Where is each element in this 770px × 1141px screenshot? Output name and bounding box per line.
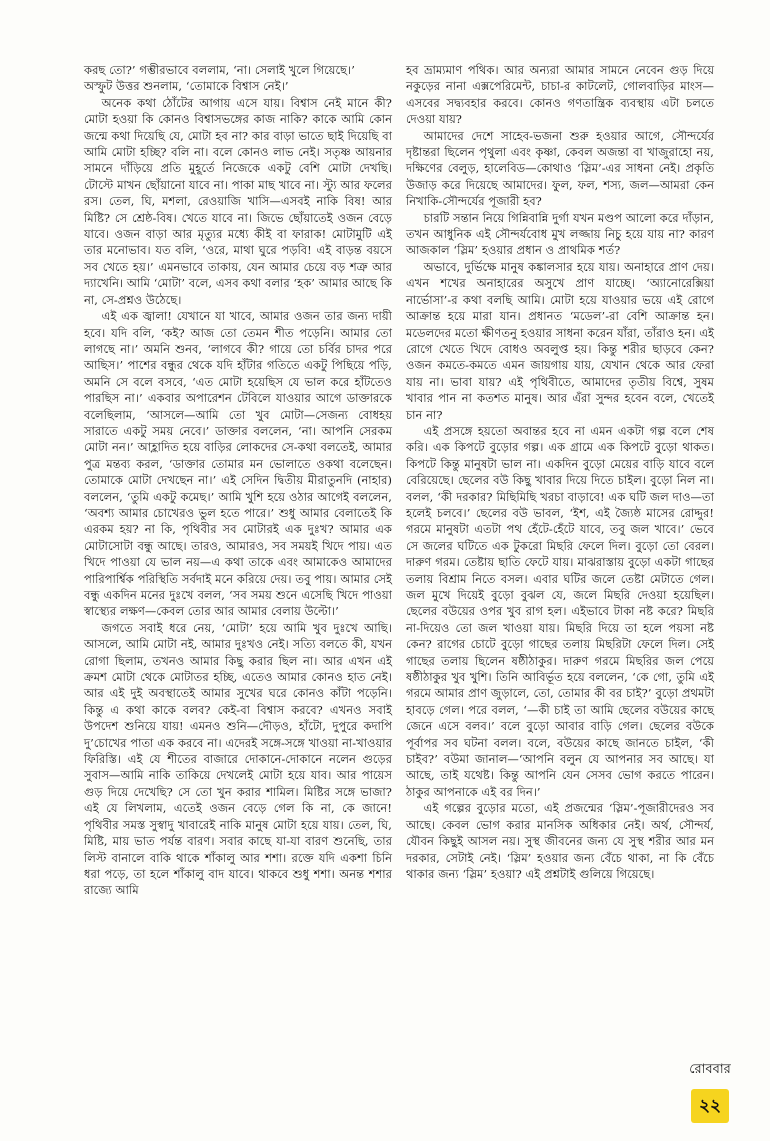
page-footer [650,1058,770,1123]
paragraph: জগতে সবাই ধরে নেয়, ‘মোটা’ হয়ে আমি খুব দুঃখে আছি। আসলে, আমি মোটা নই, আমার দুঃখও নেই। সত্যি বলতে কী, যখন রোগা ছিলাম, তখনও আমার কিছু করার ছিল না। আর এখন এই ক্রমশ মোটা থেকে মোটাতর হচ্ছি, এতেও আমার কোনও হাত নেই। আর এই দুই অবস্থাতেই আমার সুখের ঘরে কোনও কাঁটা পড়েনি। কিন্তু এ কথা কাকে বলব? কেই-বা বিশ্বাস করবে? এখনও সবাই উপদেশ শুনিয়ে যায়! এমনও শুনি—দৌড়ও, হাঁটো, দুপুরে কদাপি দু’চোখের পাতা এক করবে না। এদেরই সঙ্গে-সঙ্গে খাওয়া না-খাওয়ার ফিরিস্তি। এই যে শীতের বাজারে দোকানে-দোকানে নলেন গুড়ের সুবাস—আমি নাকি তাকিয়ে দেখলেই মোটা হয়ে যাব। আর পায়েস গুড় দিয়ে দেখেছি? সে তো খুন করার শামিল। মিষ্টির সঙ্গে ভাজা? এই যে লিখলাম, এতেই ওজন বেড়ে গেল কি না, কে জানে! পৃথিবীর সমস্ত সুস্বাদু খাবারেই নাকি মানুষ মোটা হয়ে যায়। তেল, ঘি, মিষ্টি, মায় ভাত পর্যন্ত বারণ। সবার কাছে যা-যা বারণ শুনেছি, তার লিস্ট বানালে বাকি থাকে শাঁকালু আর শশা। রক্তে যদি একশা চিনি ধরা পড়ে, তা হলে শাঁকালু বাদ যাবে। থাকবে শুধু শশা। অনন্ত শশার রাজ্যে আমি [84,620,392,898]
paragraph: আমাদের দেশে সাহেব-ভজনা শুরু হওয়ার আগে, সৌন্দর্যের দৃষ্টান্তরা ছিলেন পৃথুলা এবং কৃষ্ণা, কেবল অজন্তা বা খাজুরাহো নয়, দক্ষিণের বেলুড়, হালেবিড—কোথাও ‘স্লিম’-এর সাধনা নেই। প্রকৃতি উজাড় করে দিয়েছে আমাদের। ফুল, ফল, শস্য, জল—আমরা কেন নিখাকি-সৌন্দর্যের পূজারী হব? [406,128,714,209]
page-number: ২২ [691,1089,729,1123]
paragraph: হব ভ্রাম্যমাণ পথিক। আর অন্যরা আমার সামনে নেবেন গুড় দিয়ে নকুড়ের নানা এক্সপেরিমেন্ট, চাচা-র কাটলেট, গোলবাড়ির মাংস—এসবের সদ্ব্যবহার করবে। কোনও গণতান্ত্রিক ব্যবস্থায় এটা চলতে দেওয়া যায়? [406,63,714,127]
article-body [84,62,714,899]
magazine-title: রোববার [689,1062,731,1077]
paragraph: চারটি সন্তান নিয়ে গিন্নিবান্নি দুর্গা যখন মণ্ডপ আলো করে দাঁড়ান, তখন আধুনিক এই সৌন্দর্যবোধ মুখ লজ্জায় নিচু হয়ে যায় না? কারণ আজকাল ‘স্লিম’ হওয়ার প্রধান ও প্রাথমিক শর্ত? [406,210,714,258]
left-column [84,62,392,899]
paragraph: করছ তো?’ গম্ভীরভাবে বললাম, ‘না। সেলাই খুলে গিয়েছে।’ [84,63,355,77]
right-column [406,62,714,899]
paragraph: এই গল্পের বুড়োর মতো, এই প্রজন্মের ‘স্লিম’-পূজারীদেরও সব আছে। কেবল ভোগ করার মানসিক অধিকার নেই। অর্থ, সৌন্দর্য, যৌবন কিছুই আসল নয়। সুস্থ জীবনের জন্য যে সুস্থ শরীর আর মন দরকার, সেটাই নেই। ‘স্লিম’ হওয়ার জন্য বেঁচে থাকা, না কি বেঁচে থাকার জন্য ‘স্লিম’ হওয়া? এই প্রশ্নটাই গুলিয়ে গিয়েছে। [406,801,714,881]
paragraph: অস্ফুট উত্তর শুনলাম, ‘তোমাকে বিশ্বাস নেই।’ [84,79,289,94]
paragraph: এই প্রসঙ্গে হয়তো অবান্তর হবে না এমন একটা গল্প বলে শেষ করি। এক কিপটে বুড়োর গল্প। এক গ্রামে এক কিপটে বুড়ো থাকত। কিপটে কিন্তু মানুষটা ভাল না। একদিন বুড়ো মেয়ের বাড়ি যাবে বলে বেরিয়েছে। ছেলের বউ কিছু খাবার দিয়ে দিতে চাইল। বুড়ো নিল না। বলল, ‘কী দরকার? মিছিমিছি খরচা বাড়াবে! এক ঘটি জল দাও—তা হলেই চলবে।’ ছেলের বউ ভাবল, ‘ইশ, এই জ্যৈষ্ঠ মাসের রোদ্দুর! গরমে মানুষটা এতটা পথ হেঁটে-হেঁটে যাবে, তবু জল খাবে।’ ভেবে সে জলের ঘটিতে এক টুকরো মিছরি ফেলে দিল। বুড়ো তো বেরল। দারুণ গরম। তেষ্টায় ছাতি ফেটে যায়। মাঝরাস্তায় বুড়ো একটা গাছের তলায় বিশ্রাম নিতে বসল। এবার ঘটির জলে তেষ্টা মেটাতে গেল। জল মুখে দিয়েই বুড়ো বুঝল যে, জলে মিছরি দেওয়া হয়েছিল। ছেলের বউয়ের ওপর খুব রাগ হল। এইভাবে টাকা নষ্ট করে? মিছরি না-দিয়েও তো জল খাওয়া যায়। মিছরি দিয়ে তা হলে পয়সা নষ্ট কেন? রাগের চোটে বুড়ো গাছের তলায় মিছরিটা ফেলে দিল। সেই গাছের তলায় ছিলেন ষষ্ঠীঠাকুর। দারুণ গরমে মিছরির জল পেয়ে ষষ্ঠীঠাকুর খুব খুশি। তিনি আবির্ভূত হয়ে বললেন, ‘কে গো, তুমি এই গরমে আমার প্রাণ জুড়ালে, তো, তোমার কী বর চাই?’ বুড়ো প্রথমটা হাবড়ে গেল। পরে বলল, ‘—কী চাই তা আমি ছেলের বউয়ের কাছে জেনে এসে বলব।’ বলে বুড়ো আবার বাড়ি গেল। ছেলের বউকে পূর্বাপর সব ঘটনা বলল। বলে, বউয়ের কাছে জানতে চাইল, ‘কী চাইব?’ বউমা জানাল—‘আপনি বলুন যে আপনার সব আছে। যা আছে, তাই যথেষ্ট। কিন্তু আপনি যেন সেসব ভোগ করতে পারেন। ঠাকুর আপনাকে এই বর দিন।’ [406,423,714,799]
paragraph: অভাবে, দুর্ভিক্ষে মানুষ কঙ্কালসার হয়ে যায়। অনাহারে প্রাণ দেয়। এখন শখের অনাহারের অসুখে প্রাণ যাচ্ছে। ‘অ্যানোরেক্সিয়া নার্ভোসা’-র কথা বলছি আমি। মোটা হয়ে যাওয়ার ভয়ে এই রোগে আক্রান্ত হয়ে মারা যান। প্রধানত ‘মডেল’-রা বেশি আক্রান্ত হন। মডেলদের মতো ক্ষীণতনু হওয়ার সাধনা করেন যাঁরা, তাঁরাও হন। এই রোগে খেতে খিদে বোধও অবলুপ্ত হয়। কিন্তু শরীর ছাড়বে কেন? ওজন কমতে-কমতে এমন জায়গায় যায়, যেখান থেকে আর ফেরা যায় না। ভাবা যায়? এই পৃথিবীতে, আমাদের তৃতীয় বিশ্বে, সুষম খাবার পান না কতশত মানুষ। আর এঁরা সুন্দর হবেন বলে, খেতেই চান না? [406,259,714,422]
paragraph: অনেক কথা ঠোঁটের আগায় এসে যায়। বিশ্বাস নেই মানে কী? মোটা হওয়া কি কোনও বিশ্বাসভঙ্গের কাজ নাকি? কাকে আমি কোন জন্মে কথা দিয়েছি যে, মোটা হব না? কার বাড়া ভাতে ছাই দিয়েছি বা আমি মোটা হচ্ছি? বলি না। বলে কোনও লাভ নেই। সতৃষ্ণ আয়নার সামনে দাঁড়িয়ে প্রতি মুহূর্তে নিজেকে একটু বেশি মোটা দেখছি। টোস্টে মাখন ছোঁয়ানো যাবে না। পাকা মাছ খাবে না। স্ট্যু আর ফলের রস। তেল, ঘি, মশলা, রেওয়াজি খাসি—এসবই নাকি বিষ! আর মিষ্টি? সে শ্রেষ্ঠ-বিষ। খেতে যাবে না। জিভে ছোঁয়াতেই ওজন বেড়ে যাবে। ওজন বাড়া আর মৃত্যুর মধ্যে কীই বা ফারাক! মোটামুটি এই তার মনোভাব। যত বলি, ‘ওরে, মাথা ঘুরে পড়বি! এই বাড়ন্ত বয়সে সব খেতে হয়।’ এমনভাবে তাকায়, যেন আমার চেয়ে বড় শত্রু আর দ্যাখেনি। আমি ‘মোটা’ বলে, এসব কথা বলার ‘হক’ আমার আছে কি না, সে-প্রশ্নও উঠেছে। [84,95,392,307]
paragraph: এই এক জ্বালা! যেখানে যা খাবে, আমার ওজন তার জন্য দায়ী হবে। যদি বলি, ‘কই? আজ তো তেমন শীত পড়েনি। আমার তো লাগছে না।’ অমনি শুনব, ‘লাগবে কী? গায়ে তো চর্বির চাদর পরে আছিস।’ পাশের বন্ধুর থেকে যদি হাঁটার গতিতে একটু পিছিয়ে পড়ি, অমনি সে বলে বসবে, ‘এত মোটা হয়েছিস যে ভাল করে হাঁটতেও পারছিস না।’ একবার অপারেশন টেবিলে যাওয়ার আগে ডাক্তারকে বলেছিলাম, ‘আসলে—আমি তো খুব মোটা—সেজন্য বোধহয় সারাতে একটু সময় নেবে।’ ডাক্তার বললেন, ‘না। আপনি সেরকম মোটা নন।’ আহ্লাদিত হয়ে বাড়ির লোকদের সে-কথা বলতেই, আমার পুত্র মন্তব্য করল, ‘ডাক্তার তোমার মন ভোলাতে ওকথা বলেছেন। তোমাকে মোটা দেখছেন না।’ এই সেদিন দ্বিতীয় মীরাতুনদি (নাহার) বললেন, ‘তুমি একটু কমেছ।’ আমি খুশি হয়ে ওঠার আগেই বললেন, ‘অবশ্য আমার চোখেরও ভুল হতে পারে।’ শুধু আমার বেলাতেই কি এরকম হয়? না কি, পৃথিবীর সব মোটারই এক দুঃখ? আমার এক মোটাসোটা বন্ধু আছে। তারও, আমারও, সব সময়ই খিদে পায়। এত খিদে পাওয়া যে ভাল নয়—এ কথা তাকে এবং আমাকেও আমাদের পারিপার্শ্বিক পরিস্থিতি সর্বদাই মনে করিয়ে দেয়। তবু পায়। আমার সেই বন্ধু একদিন মনের দুঃখে বলল, ‘সব সময় শুনে এসেছি খিদে পাওয়া স্বাস্থ্যের লক্ষণ—কেবল তোর আর আমার বেলায় উল্টো।’ [84,309,392,619]
